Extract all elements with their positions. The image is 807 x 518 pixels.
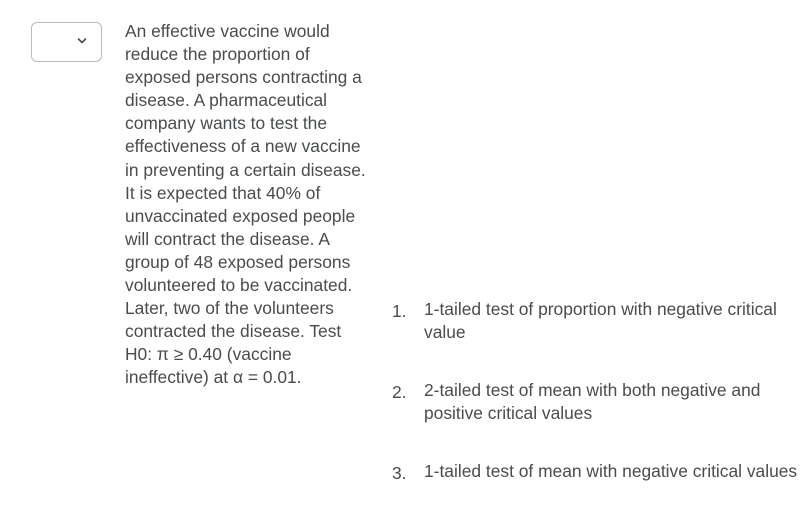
option-text: 1-tailed test of proportion with negative critical value — [424, 299, 777, 342]
option-text: 1-tailed test of mean with negative critical values — [424, 461, 798, 481]
option-number: 2. — [392, 382, 407, 402]
answer-option — [390, 379, 800, 425]
answer-options-list — [390, 298, 800, 483]
answer-option — [390, 298, 800, 344]
chevron-down-icon — [77, 37, 87, 45]
option-number: 1. — [392, 301, 407, 321]
answer-option — [390, 460, 800, 483]
option-text: 2-tailed test of mean with both negative and positive critical values — [424, 380, 761, 423]
question-text: An effective vaccine would reduce the proportion of exposed persons contracting a disease. A pharmaceutical company wants to test the effectiveness of a new vaccine in preventing a certain disease. It is expected that 40% of unvaccinated exposed people will contract the disease. A group of 48 exposed persons volunteered to be vaccinated. Later, two of the volunteers contracted the disease. Test H0: π ≥ 0.40 (vaccine ineffective) at α = 0.01. — [125, 21, 366, 388]
answer-dropdown[interactable] — [31, 22, 102, 62]
option-number: 3. — [392, 463, 407, 483]
